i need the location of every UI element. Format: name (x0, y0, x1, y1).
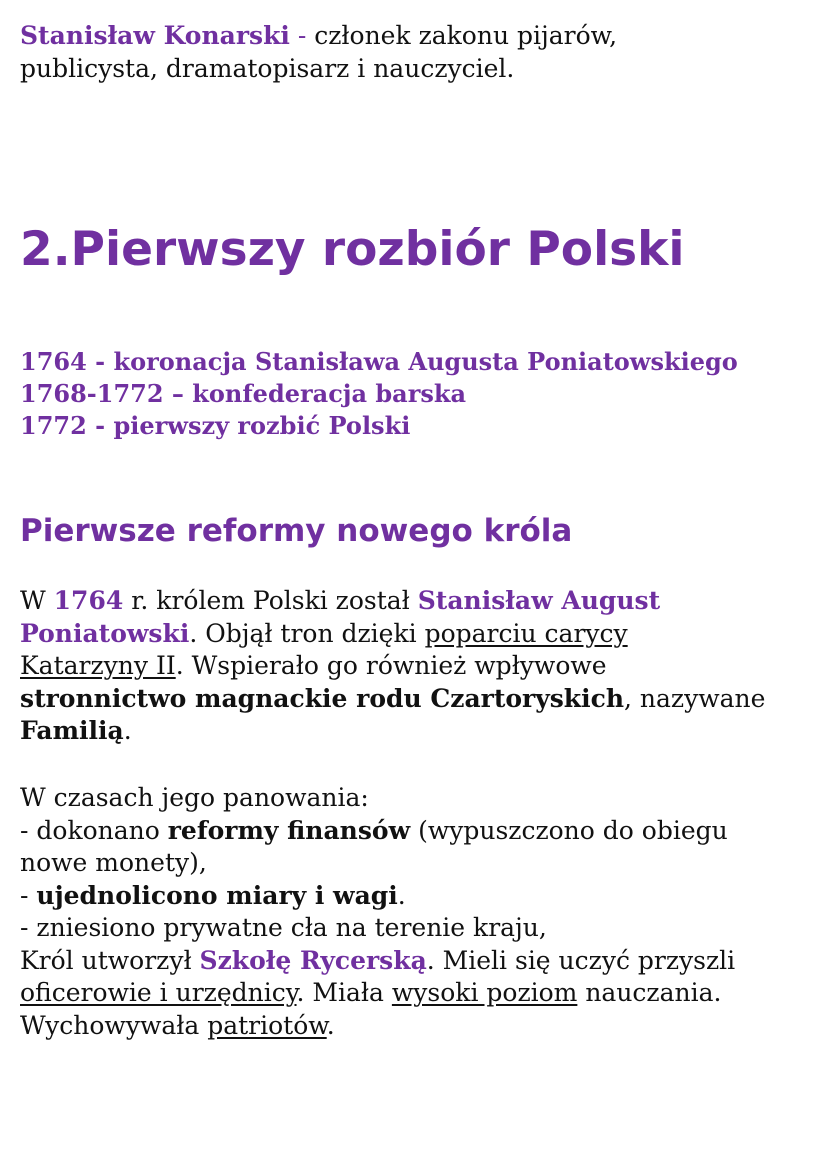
king-name-highlight: Stanisław August (417, 586, 661, 615)
year-highlight: 1764 (53, 586, 124, 615)
paragraph-line (20, 585, 810, 618)
paragraph-line (20, 1010, 810, 1043)
timeline-item: 1772 - pierwszy rozbić Polski (20, 411, 411, 440)
intro-person-name: Stanisław Konarski (20, 21, 290, 50)
text-fragment: (wypuszczono do obiegu (410, 815, 728, 845)
text-fragment: W (20, 586, 54, 615)
underlined-text: wysoki poziom (391, 978, 578, 1007)
paragraph-line (20, 977, 810, 1010)
school-name-highlight: Szkołę Rycerską (199, 945, 427, 975)
paragraph-line: W czasach jego panowania: (20, 783, 369, 812)
intro-paragraph (20, 19, 810, 85)
paragraph-line (20, 618, 810, 651)
text-fragment: Wychowywała (20, 1010, 208, 1040)
text-fragment: . (397, 880, 406, 910)
text-fragment: r. królem Polski został (123, 586, 418, 615)
paragraph-reforms (20, 782, 810, 1042)
underlined-text: oficerowie i urzędnicy (20, 978, 297, 1007)
paragraph-line (20, 715, 810, 748)
paragraph-line (20, 650, 810, 683)
text-fragment: - dokonano (20, 815, 168, 845)
bold-text: reformy finansów (167, 815, 411, 845)
paragraph-line (20, 815, 810, 848)
intro-line-1 (20, 19, 810, 52)
underlined-text: Katarzyny II (20, 651, 176, 680)
paragraph-line (20, 683, 810, 716)
paragraph-line (20, 880, 810, 913)
underlined-text: poparciu carycy (424, 618, 628, 648)
intro-description-1: członek zakonu pijarów, (306, 21, 618, 50)
bold-text: stronnictwo magnackie rodu Czartoryskich (20, 683, 625, 713)
bold-text: Familią (20, 716, 124, 745)
timeline-list (20, 346, 738, 442)
timeline-item: 1764 - koronacja Stanisława Augusta Poniatowskiego (20, 347, 738, 376)
text-fragment: . Objął tron dzięki (189, 618, 425, 648)
text-fragment: . Wspierało go również wpływowe (175, 651, 607, 680)
text-fragment: - (20, 880, 37, 910)
timeline-item: 1768-1772 – konfederacja barska (20, 379, 467, 408)
paragraph-line: nowe monety), (20, 848, 207, 877)
text-fragment: . Miała (296, 978, 392, 1007)
text-fragment: . Mieli się uczyć przyszli (426, 945, 736, 975)
underlined-text: patriotów (207, 1010, 327, 1040)
text-fragment: Król utworzył (20, 945, 200, 975)
king-name-highlight: Poniatowski (20, 618, 190, 648)
text-fragment: , nazywane (624, 683, 766, 713)
section-title: 2.Pierwszy rozbiór Polski (20, 222, 685, 277)
paragraph-king-coronation (20, 585, 810, 748)
text-fragment: nauczania. (577, 978, 722, 1007)
bold-text: ujednolicono miary i wagi (36, 880, 398, 910)
text-fragment: . (326, 1010, 335, 1040)
paragraph-line: - zniesiono prywatne cła na terenie kraju, (20, 913, 547, 942)
intro-line-2: publicysta, dramatopisarz i nauczyciel. (20, 54, 515, 83)
paragraph-line (20, 945, 810, 978)
subsection-title: Pierwsze reformy nowego króla (20, 513, 573, 549)
text-fragment: . (123, 716, 132, 745)
intro-dash: - (289, 21, 307, 50)
